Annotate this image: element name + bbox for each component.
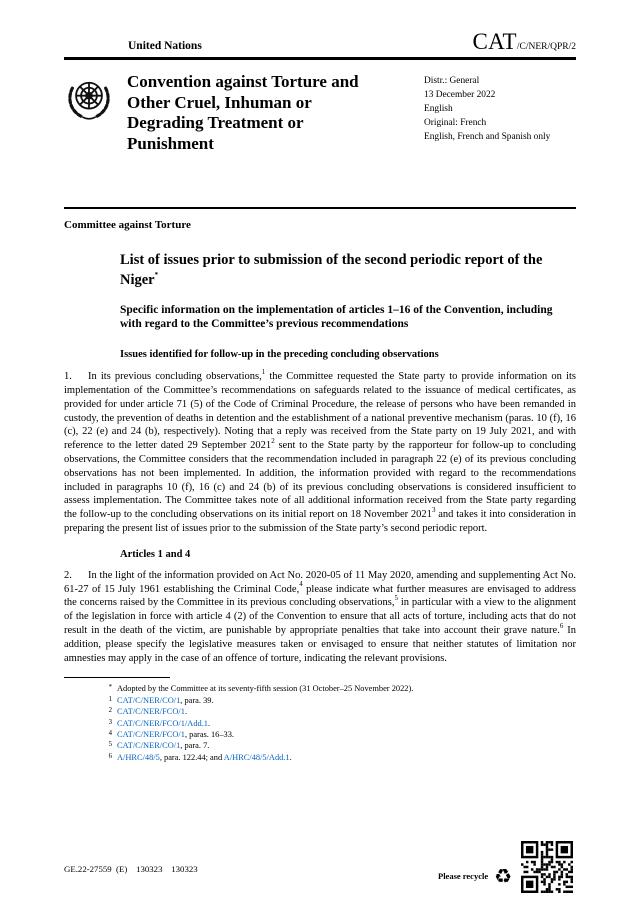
footnote-marker: * (108, 684, 112, 692)
paragraph-2-text: In the light of the information provided on Act No. 2020-05 of 11 May 2020, amending and supplementing Act No. 61-27 of 15 July 1961 establishing the Criminal Code, (64, 569, 576, 595)
footnote-ref-4[interactable]: 4 (299, 580, 303, 589)
masthead-rule (64, 207, 576, 210)
recycle-label: Please recycle (438, 871, 489, 881)
header-rule (64, 57, 576, 60)
distribution-block (424, 72, 576, 155)
footnote-rest: , para. 122.44; and (159, 752, 224, 762)
footnote-ref-3[interactable]: 3 (431, 505, 436, 514)
footnote-ref-6[interactable]: 6 (559, 621, 564, 630)
footnote-marker: 1 (108, 695, 112, 703)
document-subtitle: Specific information on the implementation of articles 1–16 of the Convention, including with regard to the Committee’s previous recommendations (120, 303, 553, 331)
footnote-5 (64, 740, 576, 751)
paragraph-2-number: 2. (64, 569, 72, 581)
paragraph-1-text: and takes it into consideration in preparing the present list of issues prior to the submission of the State party’s second periodic report. (64, 509, 576, 535)
footnote-marker: 2 (108, 707, 112, 715)
footnote-rest: , para. 7. (180, 741, 210, 751)
org-name: United Nations (128, 40, 202, 52)
footnote-text: Adopted by the Committee at its seventy-fifth session (31 October–25 November 2022). (117, 684, 414, 694)
footnote-3 (64, 718, 576, 729)
committee-name: Committee against Torture (64, 219, 191, 232)
document-link[interactable]: CAT/C/NER/CO/1 (117, 741, 181, 751)
footnote-ref-2[interactable]: 2 (271, 436, 275, 445)
footnote-4 (64, 729, 576, 740)
title-footnote-ref[interactable]: * (154, 270, 159, 279)
un-emblem-icon (64, 74, 114, 155)
footnote-ref-1[interactable]: 1 (261, 367, 266, 376)
masthead (64, 72, 576, 155)
footnote-rest: . (207, 718, 211, 728)
footnote-text (117, 752, 292, 763)
treaty-title: Convention against Torture and Other Cruel, Inhuman or Degrading Treatment or Punishment (127, 72, 359, 154)
paragraph-1-number: 1. (64, 371, 72, 383)
document-link[interactable]: CAT/C/NER/FCO/1 (117, 707, 185, 717)
page-header (64, 30, 576, 53)
symbol-committee: CAT (472, 29, 517, 54)
paragraph-1-text: In its previous concluding observations, (88, 371, 262, 383)
recycle-note (438, 866, 512, 886)
articles-heading: Articles 1 and 4 (120, 548, 191, 560)
footnote-marker: 6 (108, 752, 112, 760)
paragraph-2 (64, 569, 576, 666)
paragraph-1 (64, 367, 577, 536)
heading-block (120, 251, 576, 361)
qr-code (521, 841, 573, 893)
footnote-rest: , para. 39. (180, 695, 214, 705)
document-title-text: List of issues prior to submission of the second periodic report of the Niger (120, 252, 543, 288)
footnote-ref-5[interactable]: 5 (394, 593, 398, 602)
document-link[interactable]: A/HRC/48/5 (117, 752, 160, 762)
footnotes (64, 677, 576, 763)
paragraph-2-text: in particular with a view to the alignment of the legislation in force with article 4 (2) of the Convention to ensure that all acts of torture, including acts that do not result in the death of the victim, are punishable by appropriate penalties that take into account their grave nature. (64, 597, 576, 636)
paragraph-1-text: the Committee requested the State party to provide information on its implementation of the Committee’s recommendations on safeguards related to the issuance of medical certificates, as provided for under article 71 (5) of the Code of Criminal Procedure, the release of persons who have been remanded in custody, the prevention of deaths in detention and the establishment of a national preventive mechanism (paras. 10 (f), 16 (c), 22 (e) and 24 (b), respectively). Noting that a reply was received from the State party on 19 July 2021, and with reference to the letter dated 29 September 2021 (64, 371, 576, 452)
footnote-text (117, 706, 187, 717)
distr-language: English (424, 104, 453, 115)
document-link[interactable]: CAT/C/NER/CO/1 (117, 695, 181, 705)
footnote-text (117, 695, 214, 706)
ge-number: GE.22-27559 (E) 130323 130323 (64, 864, 198, 874)
distr-languages-note: English, French and Spanish only (424, 132, 551, 143)
footnote-rest: . (289, 752, 292, 762)
document-symbol (473, 30, 576, 53)
document-link[interactable]: A/HRC/48/5/Add.1 (223, 752, 290, 762)
footnote-2 (64, 706, 576, 717)
footnote-rest: . (184, 707, 188, 717)
document-link[interactable]: CAT/C/NER/FCO/1/Add.1 (117, 718, 208, 728)
distr-date: 13 December 2022 (424, 90, 496, 101)
distr-line: Distr.: General (424, 76, 480, 86)
symbol-rest: /C/NER/QPR/2 (516, 42, 576, 52)
footnote-text (117, 729, 234, 740)
footnote-marker: 4 (108, 730, 112, 738)
paragraph-2-text: In addition, please specify the legislative measures taken or envisaged to ensure that neither statutes of limitation nor amnesties may apply in the case of an offence of torture, indicating the relevant provisions. (64, 625, 576, 664)
paragraph-1-text: sent to the State party by the rapporteur for follow-up to concluding observations, the Committee considers that the recommendation included in paragraph 22 (e) of its previous concluding observations has not been implemented. In addition, the information provided with regard to the recommendations included in paragraphs 10 (f), 16 (c) and 24 (b) of its previous concluding observations is considered insufficient to assess implementation. The Committee takes note of all additional information received from the State party regarding the follow-up to the concluding observations on its initial report on 18 November 2021 (64, 440, 577, 521)
footnote-separator (64, 677, 170, 678)
footnote-rest: , paras. 16–33. (184, 730, 235, 740)
section-heading: Issues identified for follow-up in the preceding concluding observations (120, 349, 439, 361)
footnote-marker: 5 (108, 741, 112, 749)
document-title (120, 251, 576, 289)
footnote-marker: 3 (108, 718, 112, 726)
footnote-text (117, 718, 210, 729)
document-link[interactable]: CAT/C/NER/FCO/1 (117, 730, 185, 740)
recycle-icon: ♻ (494, 864, 513, 888)
footnote-star (64, 683, 576, 694)
footnote-6 (64, 752, 576, 763)
footnote-text (117, 740, 209, 751)
paragraph-2-text: please indicate what further measures are envisaged to address the concerns raised by the Committee in its previous concluding observations, (64, 583, 576, 609)
footnote-1 (64, 695, 576, 706)
distr-original: Original: French (424, 118, 487, 129)
